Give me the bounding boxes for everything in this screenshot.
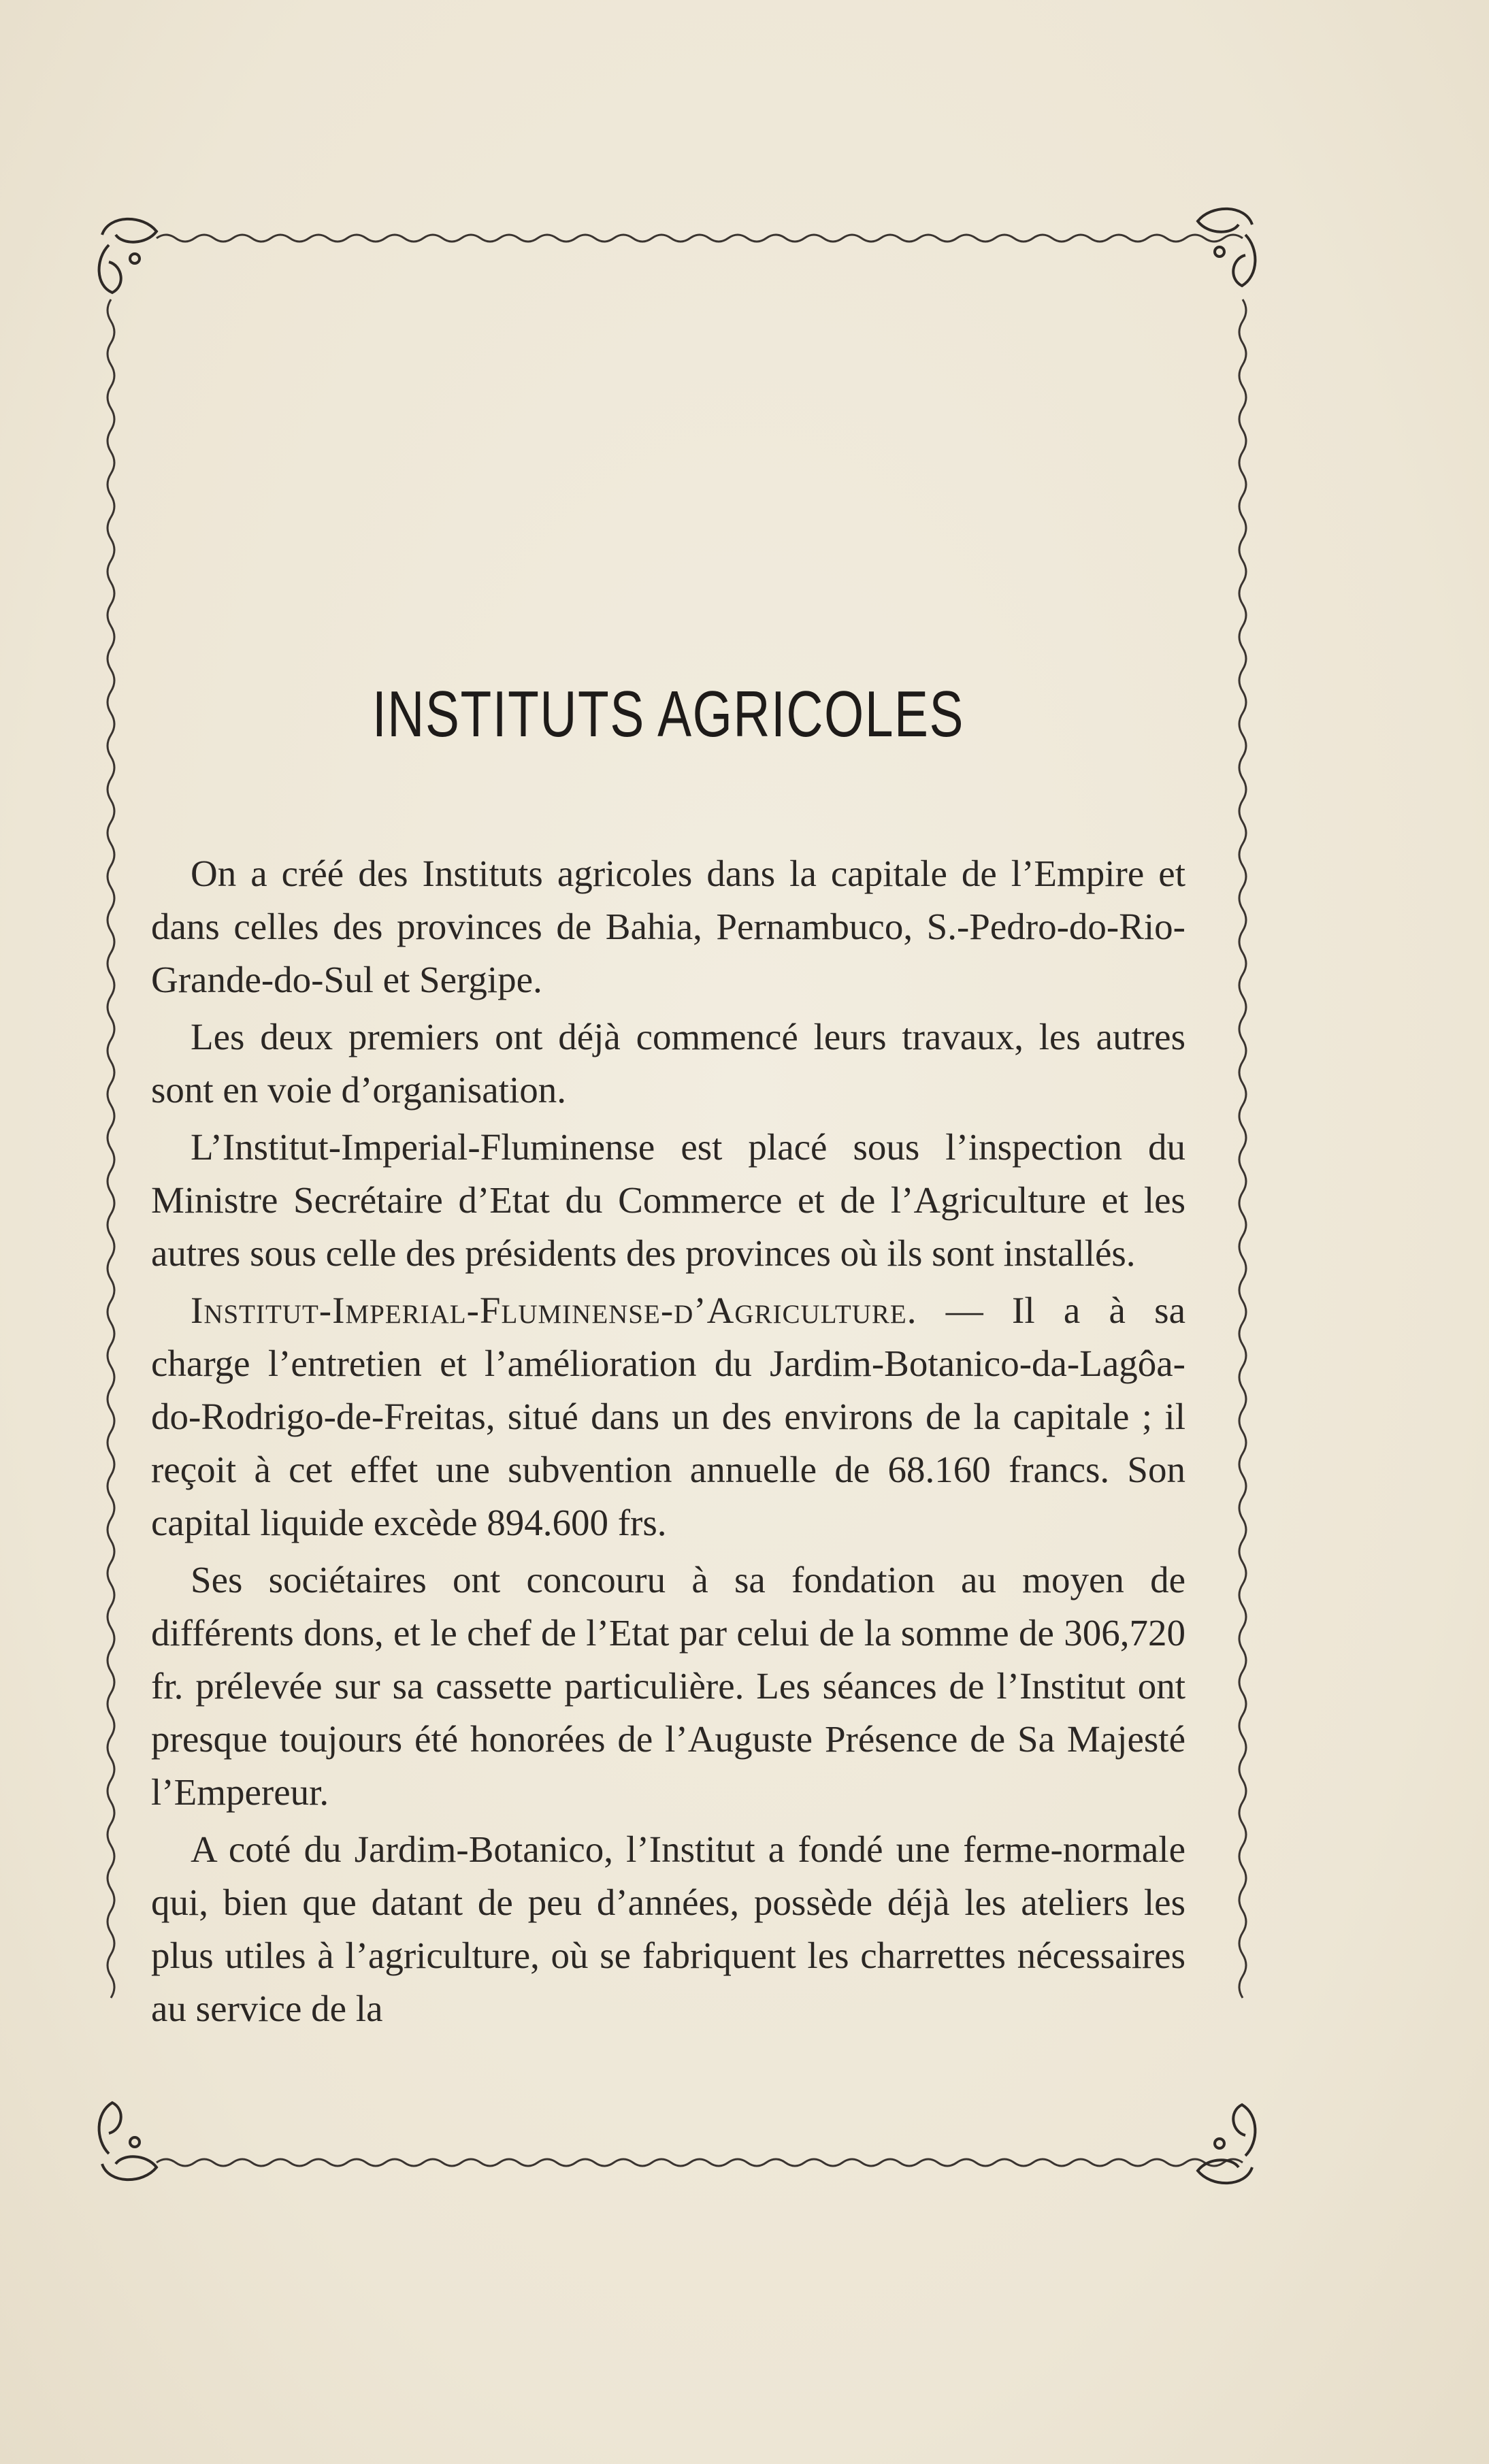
- corner-ornament-bottom-right: [1198, 2105, 1255, 2183]
- bottom-border-line: [157, 2159, 1243, 2166]
- corner-ornament-bottom-left: [99, 2103, 157, 2180]
- paragraph-4-heading: Institut-Imperial-Fluminense-d’Agriculture.: [191, 1290, 917, 1331]
- paragraph-3: L’Institut-Imperial-Fluminense est placé sous l’inspection du Ministre Secrétaire d’Etat du Commerce et de l’Agriculture et les autres sous celle des présidents des provinces où ils sont installés.: [151, 1126, 1185, 1274]
- left-border-line: [108, 299, 114, 1998]
- corner-ornament-top-right: [1198, 209, 1255, 286]
- paragraph-1: On a créé des Instituts agricoles dans la capitale de l’Empire et dans celles des provinces de Bahia, Pernambuco, S.-Pedro-do-Rio-Grande-do-Sul et Sergipe.: [151, 853, 1185, 1000]
- page-title: INSTITUTS AGRICOLES: [372, 678, 965, 751]
- paragraph-2: Les deux premiers ont déjà commencé leurs travaux, les autres sont en voie d’organisation.: [151, 1016, 1185, 1111]
- body-text: [151, 847, 1185, 2039]
- paragraph-4-text: — Il a à sa charge l’entretien et l’amélioration du Jardim-Botanico-da-Lagôa-do-Rodrigo-de-Freitas, situé dans un des environs de la capitale ; il reçoit à cet effet une subvention annuelle de 68.160 francs. Son capital liquide excède 894.600 frs.: [151, 1290, 1185, 1543]
- corner-ornament-top-left: [99, 219, 157, 293]
- top-border-line: [157, 235, 1243, 242]
- right-border-line: [1239, 299, 1246, 1998]
- paragraph-4: [151, 1284, 1185, 1549]
- paragraph-5: Ses sociétaires ont concouru à sa fondation au moyen de différents dons, et le chef de l’Etat par celui de la somme de 306,720 fr. prélevée sur sa cassette particulière. Les séances de l’Institut ont presque toujours été honorées de l’Auguste Présence de Sa Majesté l’Empereur.: [151, 1559, 1185, 1813]
- paragraph-6: A coté du Jardim-Botanico, l’Institut a fondé une ferme-normale qui, bien que datant de peu d’années, possède déjà les ateliers les plus utiles à l’agriculture, où se fabriquent les charrettes nécessaires au service de la: [151, 1828, 1185, 2029]
